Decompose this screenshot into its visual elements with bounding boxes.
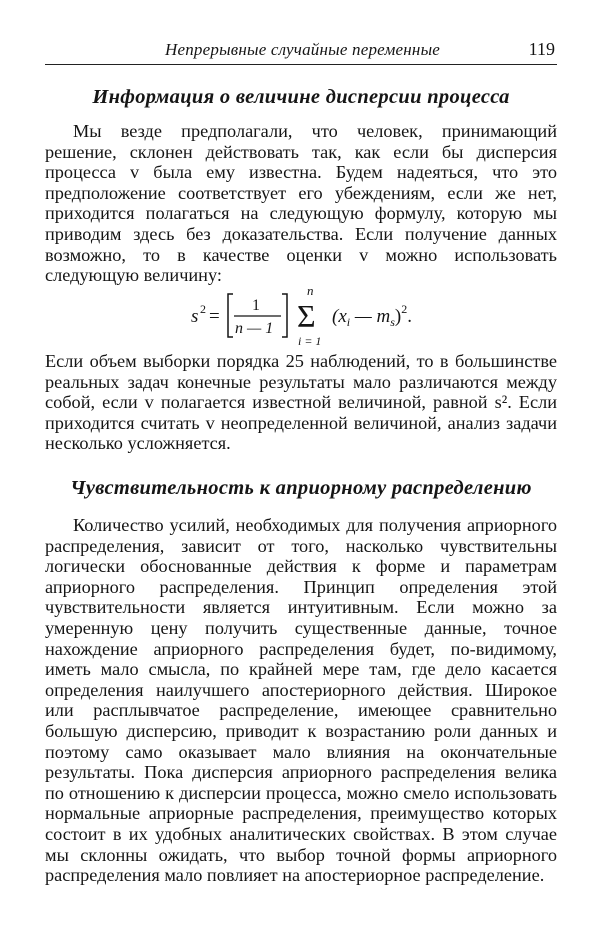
section-title-process-variance: Информация о величине дисперсии процесса (92, 86, 510, 108)
variance-estimate-formula (45, 285, 557, 347)
sub-i: i (346, 315, 351, 329)
sum-upper-limit: n (307, 285, 314, 298)
formula-lhs-exponent: 2 (200, 302, 206, 316)
left-bracket (228, 294, 233, 337)
running-title: Непрерывные случайные переменные (165, 40, 441, 59)
formula-equals: = (209, 306, 220, 327)
running-header (45, 36, 557, 65)
term-exponent: 2 (401, 302, 408, 316)
paragraph-variance-assumption: Мы везде предполагали, что человек, принимающий решение, склонен действовать так, как если бы дисперсия процесса v была ему известна. Будем надеяться, что это предположение соответствует его убеждениям, если же нет, приходится полагаться на следующую формулу, которую мы приводим здесь без доказательства. Если получение данных возможно, то в качестве оценки v можно использовать следующую величину: (45, 121, 557, 286)
sum-symbol: Σ (297, 298, 316, 334)
section-title-prior-sensitivity: Чувствительность к априорному распределению (70, 477, 532, 499)
page-number: 119 (528, 39, 555, 59)
sum-lower-limit: i = 1 (298, 334, 322, 347)
right-bracket (282, 294, 287, 337)
paragraph-sample-size: Если объем выборки порядка 25 наблюдений, то в большинстве реальных задач конечные результаты мало различаются между собой, если v полагается известной величиной, равной s². Если приходится считать v неопределенной величиной, анализ задачи несколько усложняется. (45, 351, 557, 454)
formula-lhs: s (191, 306, 199, 327)
formula-term: ($x_i$ — $m_s)^2$. (332, 302, 412, 329)
sub-s: s (390, 315, 395, 329)
fraction-denominator: n — 1 (235, 320, 274, 337)
fraction-numerator: 1 (252, 297, 260, 314)
paragraph-prior-sensitivity: Количество усилий, необходимых для получения априорного распределения, зависит от того, насколько чувствительны логически обоснованные действия к форме и параметрам априорного распределения. Принцип определения этой чувствительности является интуитивным. Если можно за умеренную цену получить существенные данные, точное нахождение априорного распределения будет, по-видимому, иметь мало смысла, по крайней мере там, где дело касается определения наилучшего апостериорного действия. Широкое или расплывчатое распределение, имеющее сравнительно большую дисперсию, приводит к возрастанию роли данных и поэтому само оказывает мало влияния на окончательные результаты. Пока дисперсия априорного распределения велика по отношению к дисперсии процесса, можно смело использовать нормальные априорные распределения, преимущество которых состоит в их удобных аналитических свойствах. В этом случае мы склонны ожидать, что выбор точной формы априорного распределения мало повлияет на апостериорное распределение. (45, 515, 557, 886)
